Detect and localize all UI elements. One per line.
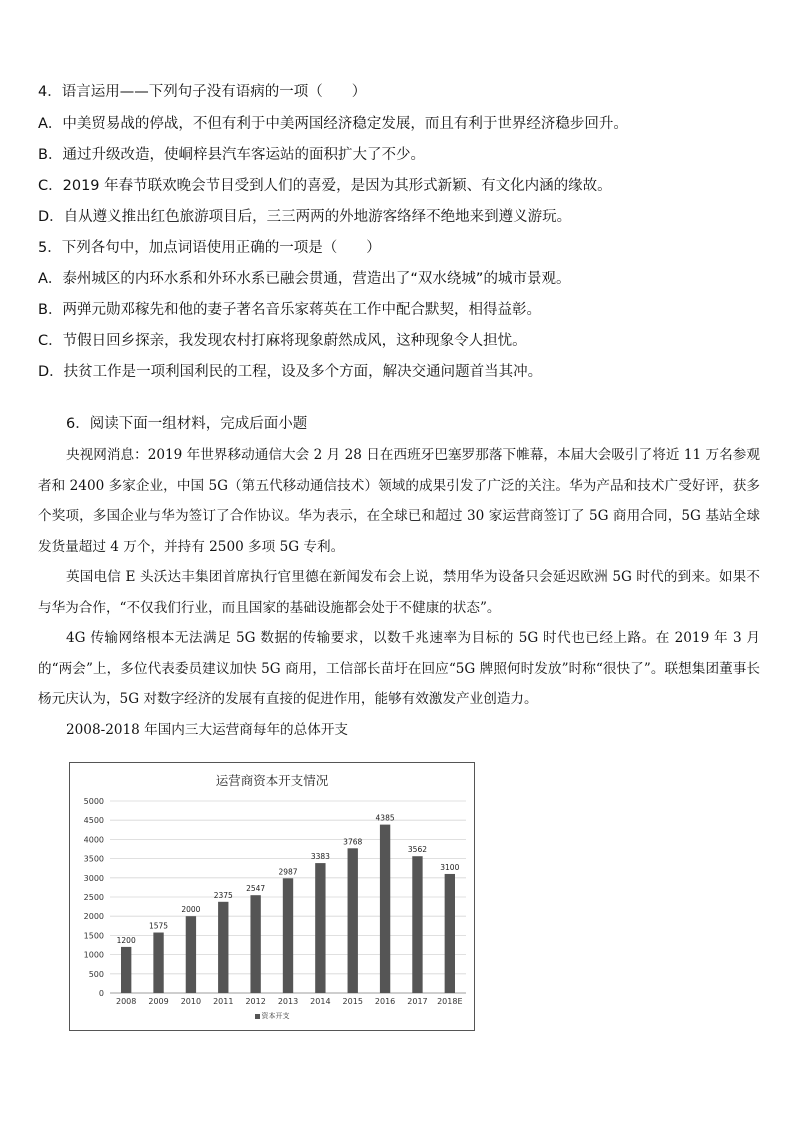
bar <box>380 825 390 993</box>
y-tick-label: 4000 <box>83 835 104 845</box>
y-tick-label: 500 <box>88 969 104 979</box>
q6-paragraph-3: 4G 传输网络根本无法满足 5G 数据的传输要求，以数千兆速率为目标的 5G 时代也已经上路。在 2019 年 3 月的“两会”上，多位代表委员建议加快 5G 商用，工信部长苗圩在回应“5G 牌照何时发放”时称“很快了”。联想集团董事长杨元庆认为，5G 对数字经济的发展有直接的促进作用，能够有效激发产业创造力。 <box>38 630 760 707</box>
y-tick-label: 5000 <box>83 797 104 806</box>
legend-label: 资本开支 <box>261 1012 290 1020</box>
x-tick-label: 2009 <box>148 997 169 1006</box>
data-label: 4385 <box>375 813 395 823</box>
bar <box>186 916 196 993</box>
capex-chart <box>69 762 475 1031</box>
bar <box>445 874 455 993</box>
q4-option-d: D．自从遵义推出红色旅游项目后，三三两两的外地游客络绎不绝地来到遵义游玩。 <box>38 209 572 225</box>
data-label: 1575 <box>148 921 169 931</box>
q6-paragraph-2: 英国电信 E 头沃达丰集团首席执行官里德在新闻发布会上说，禁用华为设备只会延迟欧洲 5G 时代的到来。如果不与华为合作，“不仅我们行业，而且国家的基础设施都会处于不健康的状态”。 <box>38 569 760 616</box>
data-label: 1200 <box>116 935 136 945</box>
capex-bar-chart <box>70 763 474 1030</box>
bar <box>250 895 260 993</box>
q4-option-c: C．2019 年春节联欢晚会节目受到人们的喜爱，是因为其形式新颖、有文化内涵的缘故。 <box>38 178 612 194</box>
q5-option-c: C．节假日回乡探亲，我发现农村打麻将现象蔚然成风，这种现象令人担忧。 <box>38 333 527 349</box>
x-tick-label: 2011 <box>213 997 234 1006</box>
data-label: 2375 <box>213 890 233 900</box>
q5-option-b: B．两弹元勋邓稼先和他的妻子著名音乐家蒋英在工作中配合默契，相得益彰。 <box>38 302 541 318</box>
q4-option-b: B．通过升级改造，使峒梓县汽车客运站的面积扩大了不少。 <box>38 147 425 163</box>
q5-stem: 5．下列各句中，加点词语使用正确的一项是（ ） <box>38 240 381 256</box>
y-tick-label: 2000 <box>83 912 104 922</box>
bar <box>283 878 293 993</box>
x-tick-label: 2016 <box>374 997 396 1006</box>
y-tick-label: 0 <box>98 989 104 998</box>
data-label: 3383 <box>310 852 330 862</box>
x-tick-label: 2013 <box>277 997 299 1006</box>
q6-material <box>38 440 760 745</box>
y-tick-label: 3000 <box>83 873 104 883</box>
y-tick-label: 4500 <box>83 816 104 826</box>
legend-swatch <box>255 1014 260 1019</box>
q5-option-d: D．扶贫工作是一项利国利民的工程，设及多个方面，解决交通问题首当其冲。 <box>38 364 543 380</box>
data-label: 3768 <box>343 837 363 847</box>
y-tick-label: 3500 <box>83 854 104 864</box>
y-tick-label: 1000 <box>83 950 104 960</box>
bar <box>412 856 422 993</box>
x-tick-label: 2015 <box>342 997 363 1006</box>
x-tick-label: 2018E <box>437 997 463 1006</box>
q4-stem: 4．语言运用——下列句子没有语病的一项（ ） <box>38 84 367 100</box>
bar <box>121 947 131 993</box>
data-label: 2547 <box>246 884 266 894</box>
q6-stem: 6．阅读下面一组材料，完成后面小题 <box>66 416 308 432</box>
data-label: 3100 <box>440 862 460 872</box>
x-tick-label: 2012 <box>245 997 266 1006</box>
q4-option-a: A．中美贸易战的停战，不但有利于中美两国经济稳定发展，而且有利于世界经济稳步回升。 <box>38 116 628 132</box>
x-tick-label: 2008 <box>116 997 137 1006</box>
chart-legend <box>70 1011 474 1021</box>
y-tick-label: 2500 <box>83 893 104 902</box>
chart-caption: 2008-2018 年国内三大运营商每年的总体开支 <box>66 721 349 738</box>
q6-paragraph-1: 央视网消息：2019 年世界移动通信大会 2 月 28 日在西班牙巴塞罗那落下帷幕，本届大会吸引了将近 11 万名参观者和 2400 多家企业，中国 5G（第五代移动通信技术）领域的成果引发了广泛的关注。华为产品和技术广受好评，获多个奖项，多国企业与华为签订了合作协议。华为表示，在全球已和超过 30 家运营商签订了 5G 商用合同，5G 基站全球发货量超过 4 万个，并持有 2500 多项 5G 专利。 <box>38 447 760 555</box>
bar <box>218 902 228 993</box>
q5-option-a: A．泰州城区的内环水系和外环水系已融会贯通，营造出了“双水绕城”的城市景观。 <box>38 271 571 287</box>
bar <box>153 933 163 993</box>
x-tick-label: 2010 <box>180 997 202 1006</box>
y-tick-label: 1500 <box>83 931 104 941</box>
data-label: 2000 <box>181 905 201 915</box>
bar <box>348 848 358 993</box>
x-tick-label: 2014 <box>310 997 331 1006</box>
chart-title: 运营商资本开支情况 <box>215 773 329 788</box>
bar <box>315 863 325 993</box>
data-label: 2987 <box>278 867 298 877</box>
data-label: 3562 <box>407 845 428 855</box>
x-tick-label: 2017 <box>407 997 428 1006</box>
